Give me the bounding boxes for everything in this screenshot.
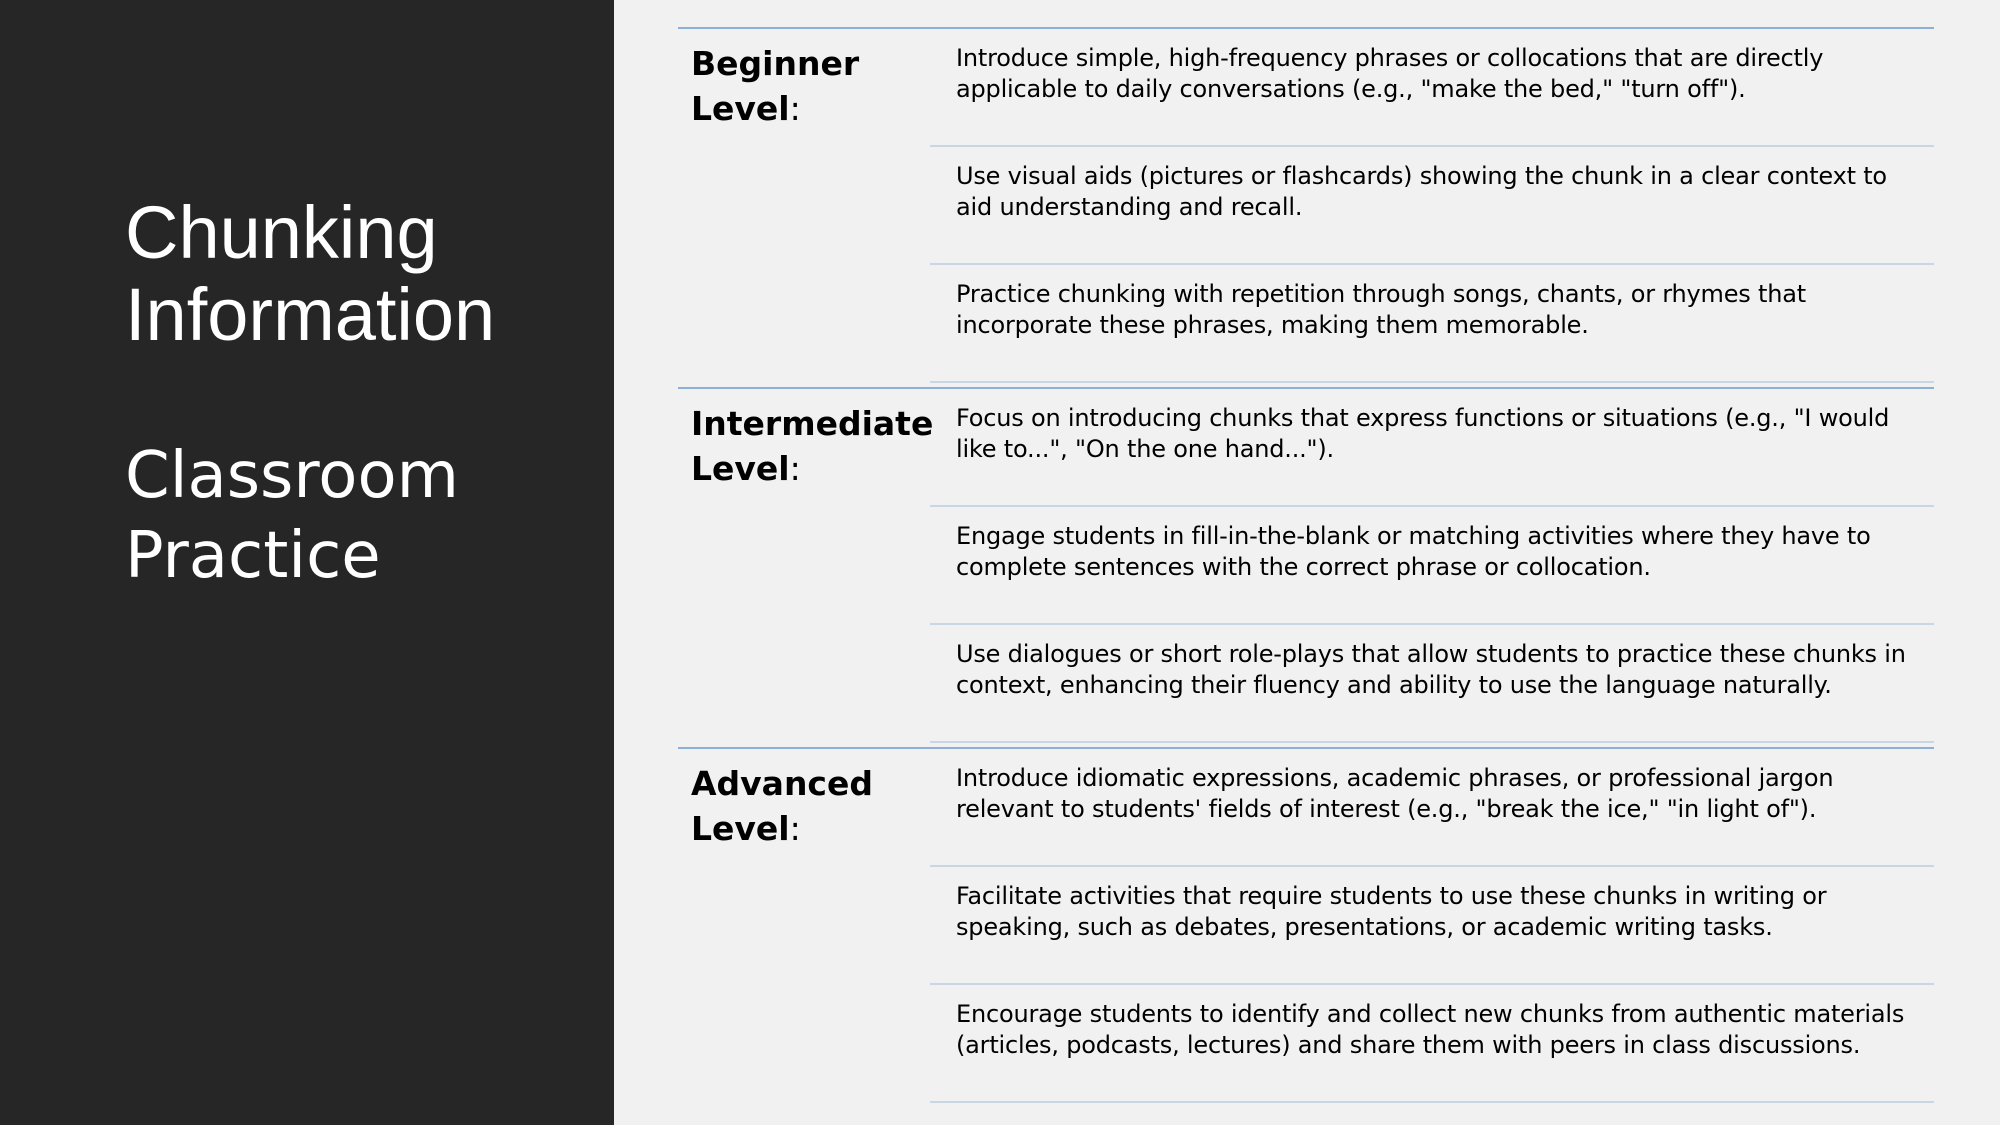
level-heading-label: Level (691, 449, 790, 488)
slide-subtitle-line: Practice (125, 519, 381, 593)
item-text: Focus on introducing chunks that express functions or situations (e.g., "I would like to...", "On the one hand..."). (956, 404, 1890, 463)
list-item (930, 985, 1934, 1103)
slide-title-line: Information (125, 273, 496, 356)
slide-title (125, 192, 495, 356)
slide-title-line: Chunking (125, 191, 438, 274)
list-item (930, 867, 1934, 985)
level-heading-label: Advanced (691, 764, 873, 803)
level-items (930, 29, 1934, 383)
levels-list (678, 27, 1934, 1107)
slide-subtitle-line: Classroom (125, 439, 459, 513)
list-item (930, 29, 1934, 147)
item-text: Engage students in fill-in-the-blank or matching activities where they have to complete sentences with the correct phrase or collocation. (956, 522, 1871, 581)
level-advanced (678, 747, 1934, 1107)
level-heading (691, 761, 931, 851)
list-item (930, 749, 1934, 867)
item-text: Introduce simple, high-frequency phrases or collocations that are directly applicable to daily conversations (e.g., "make the bed," "turn off"). (956, 44, 1824, 103)
level-heading (691, 41, 931, 131)
item-text: Facilitate activities that require students to use these chunks in writing or speaking, such as debates, presentations, or academic writing tasks. (956, 882, 1827, 941)
item-text: Encourage students to identify and collect new chunks from authentic materials (articles, podcasts, lectures) and share them with peers in class discussions. (956, 1000, 1905, 1059)
level-heading-label: Level (691, 809, 790, 848)
level-heading-colon: : (789, 809, 801, 848)
level-heading (691, 401, 934, 491)
item-text: Use visual aids (pictures or flashcards) showing the chunk in a clear context to aid understanding and recall. (956, 162, 1887, 221)
list-item (930, 147, 1934, 265)
title-panel (0, 0, 614, 1125)
level-items (930, 749, 1934, 1103)
level-heading-label: Level (691, 89, 790, 128)
level-heading-label: Intermediate (691, 404, 934, 443)
item-text: Use dialogues or short role-plays that allow students to practice these chunks in context, enhancing their fluency and ability to use the language naturally. (956, 640, 1906, 699)
level-heading-colon: : (789, 89, 801, 128)
level-intermediate (678, 387, 1934, 747)
item-text: Practice chunking with repetition through songs, chants, or rhymes that incorporate these phrases, making them memorable. (956, 280, 1806, 339)
list-item (930, 265, 1934, 383)
level-beginner (678, 27, 1934, 387)
level-heading-label: Beginner (691, 44, 860, 83)
slide-subtitle (125, 436, 459, 596)
item-text: Introduce idiomatic expressions, academic phrases, or professional jargon relevant to students' fields of interest (e.g., "break the ice," "in light of"). (956, 764, 1834, 823)
list-item (930, 625, 1934, 743)
level-heading-colon: : (789, 449, 801, 488)
list-item (930, 389, 1934, 507)
level-items (930, 389, 1934, 743)
list-item (930, 507, 1934, 625)
